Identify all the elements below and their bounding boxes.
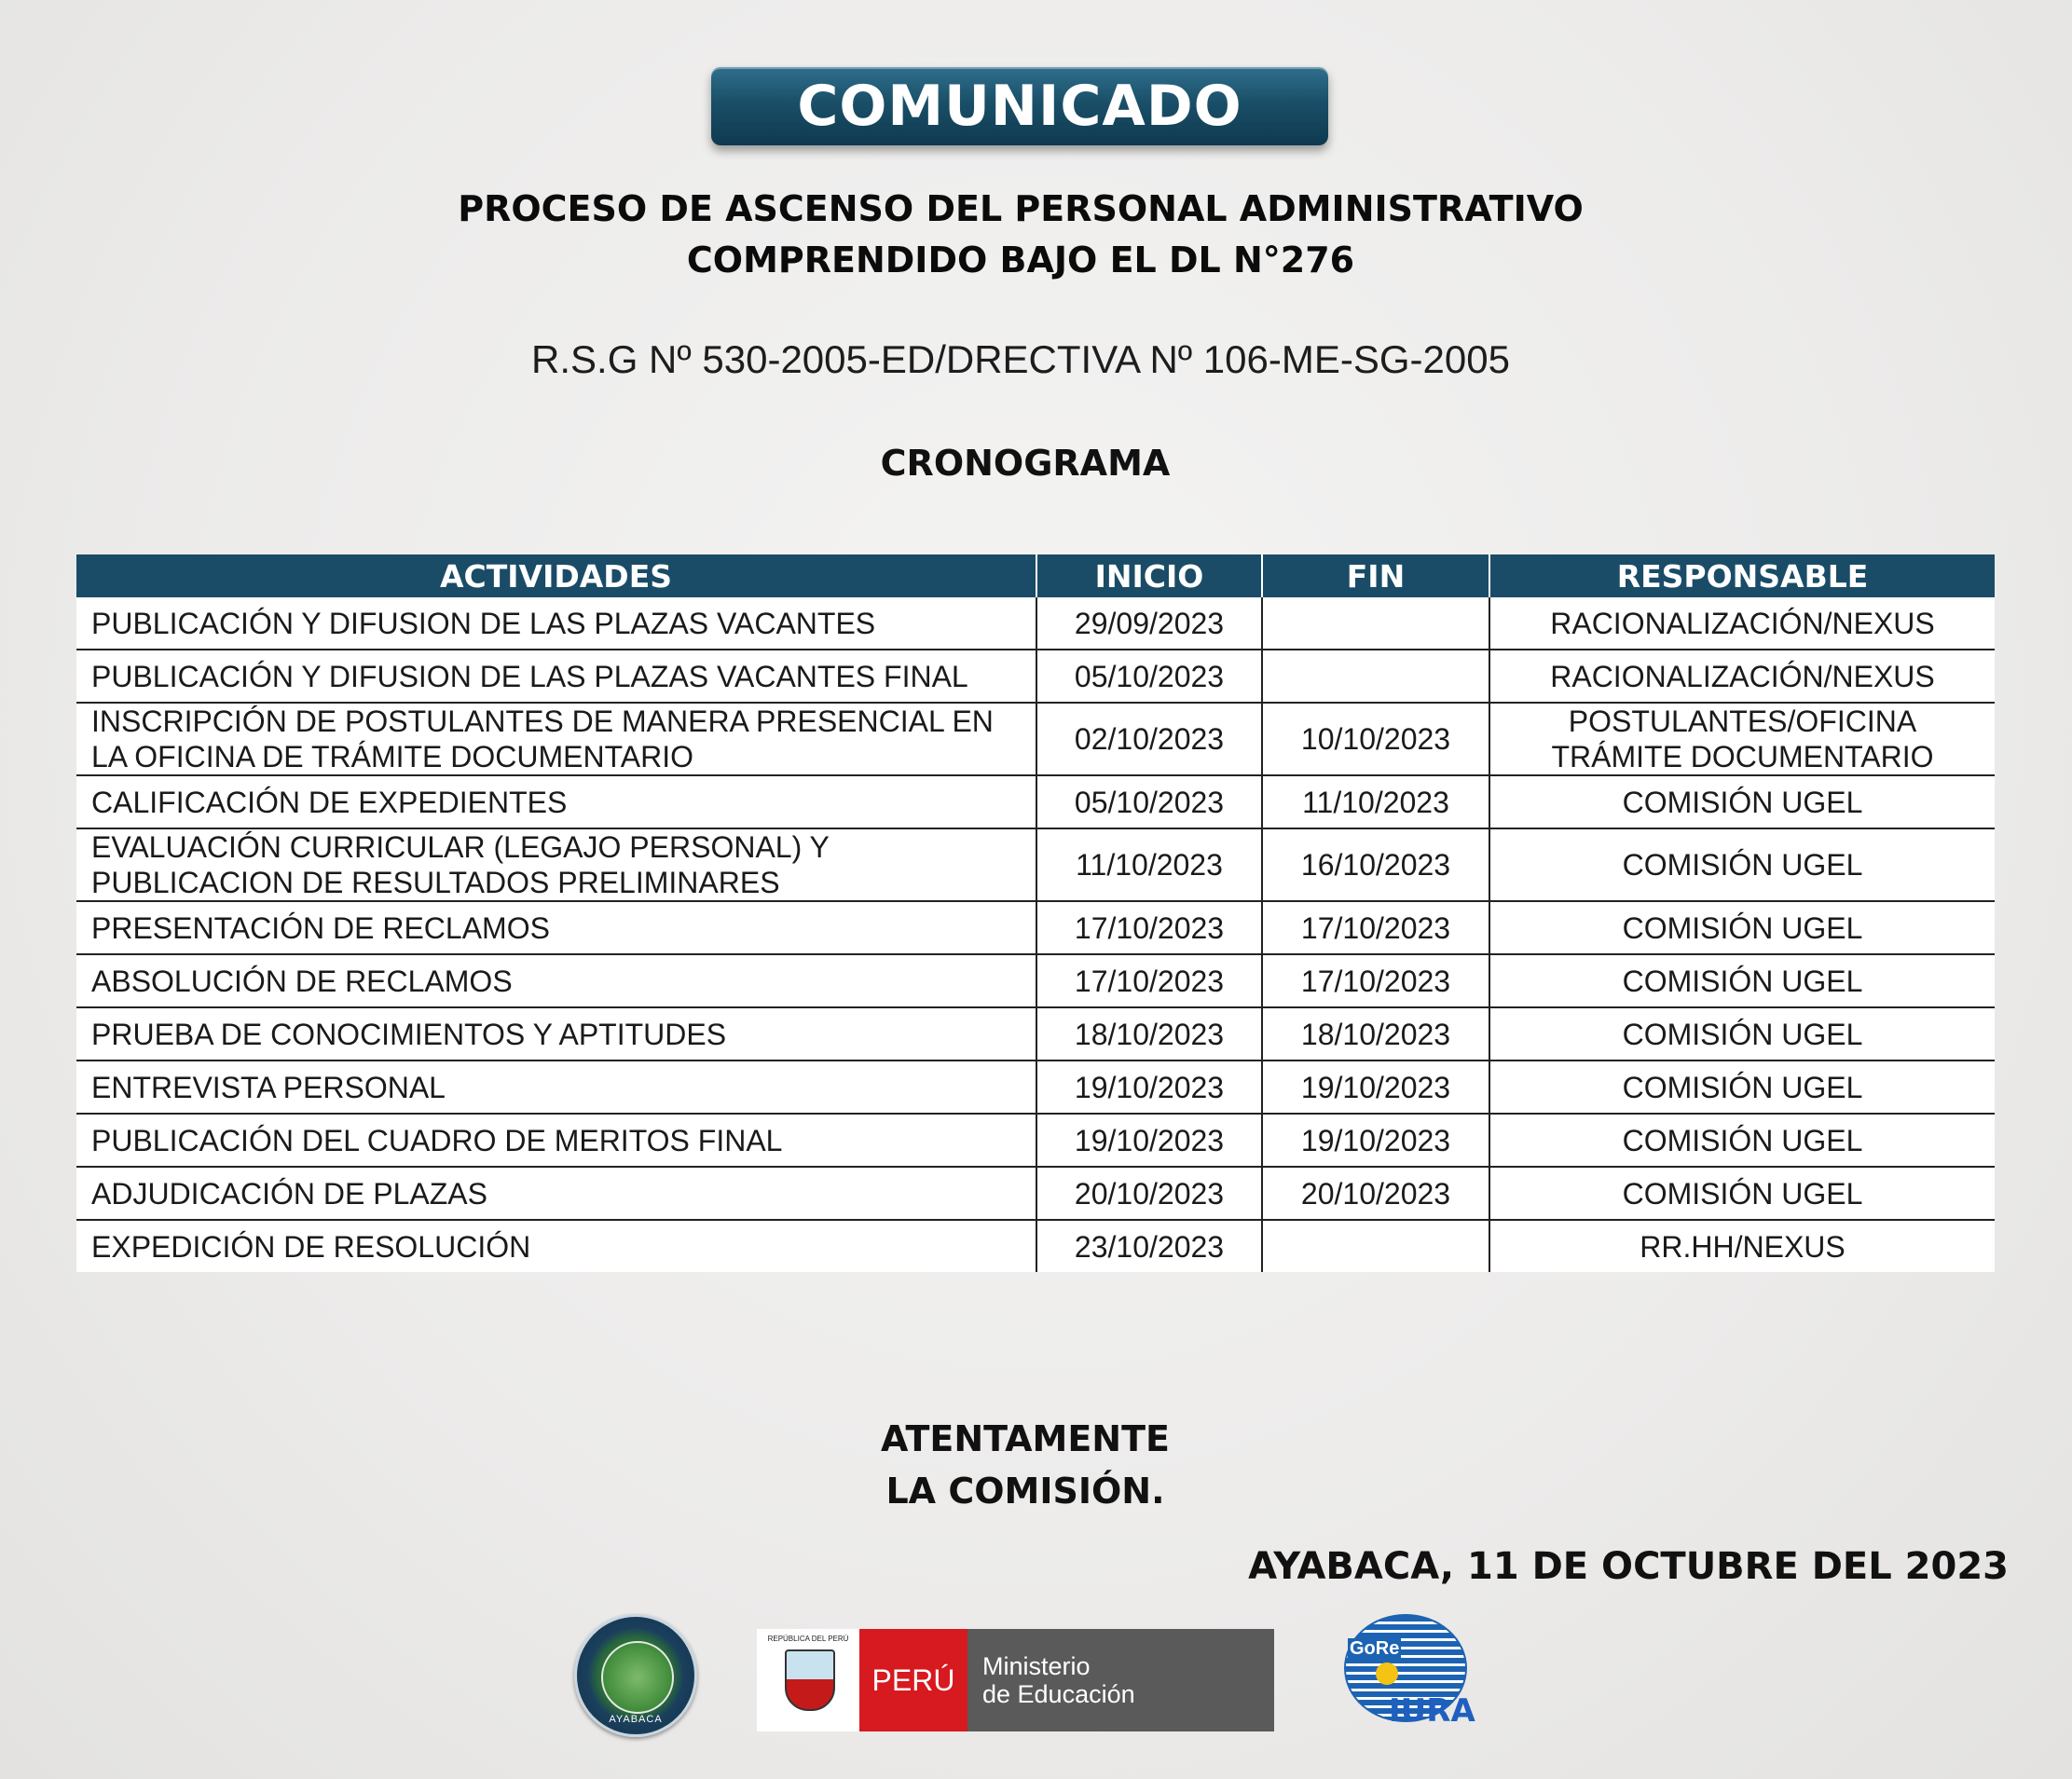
ugel-seal-logo — [574, 1614, 697, 1737]
table-row — [76, 1114, 1995, 1167]
peru-label: PERÚ — [859, 1629, 967, 1731]
table-header-row — [76, 554, 1995, 597]
date-line: AYABACA, 11 DE OCTUBRE DEL 2023 — [1248, 1545, 2009, 1588]
ministry-label — [967, 1629, 1274, 1731]
sun-icon — [1376, 1663, 1398, 1685]
cell-fin: 11/10/2023 — [1262, 775, 1489, 828]
cell-fin: 10/10/2023 — [1262, 703, 1489, 775]
cell-fin — [1262, 650, 1489, 703]
table-row — [76, 1061, 1995, 1114]
closing-line-2: LA COMISIÓN. — [885, 1471, 1165, 1512]
cell-fin: 20/10/2023 — [1262, 1167, 1489, 1220]
cell-actividad: ABSOLUCIÓN DE RECLAMOS — [76, 954, 1036, 1007]
cell-responsable: RACIONALIZACIÓN/NEXUS — [1489, 650, 1995, 703]
ministry-line-1: Ministerio — [982, 1652, 1091, 1680]
cell-fin: 18/10/2023 — [1262, 1007, 1489, 1061]
table-row — [76, 650, 1995, 703]
cell-responsable: COMISIÓN UGEL — [1489, 775, 1995, 828]
cell-inicio: 19/10/2023 — [1036, 1061, 1262, 1114]
table-row — [76, 1220, 1995, 1272]
cell-responsable: COMISIÓN UGEL — [1489, 1007, 1995, 1061]
heading-line-2: COMPRENDIDO BAJO EL DL N°276 — [686, 239, 1355, 281]
cell-responsable: RR.HH/NEXUS — [1489, 1220, 1995, 1272]
header-fin: FIN — [1262, 554, 1489, 597]
cell-actividad: ADJUDICACIÓN DE PLAZAS — [76, 1167, 1036, 1220]
table-row — [76, 828, 1995, 901]
seal-emblem — [601, 1641, 674, 1714]
table-row — [76, 703, 1995, 775]
crest-caption: REPÚBLICA DEL PERÚ — [767, 1635, 849, 1643]
header-responsable: RESPONSABLE — [1489, 554, 1995, 597]
cell-fin: 19/10/2023 — [1262, 1114, 1489, 1167]
section-title: CRONOGRAMA — [880, 443, 1171, 484]
gore-big-text: IURA — [1389, 1692, 1475, 1730]
table-row — [76, 597, 1995, 650]
cell-fin: 19/10/2023 — [1262, 1061, 1489, 1114]
cell-inicio: 05/10/2023 — [1036, 650, 1262, 703]
cell-responsable: COMISIÓN UGEL — [1489, 1167, 1995, 1220]
cell-fin — [1262, 1220, 1489, 1272]
gore-piura-logo — [1340, 1610, 1508, 1731]
heading-line-1: PROCESO DE ASCENSO DEL PERSONAL ADMINISTRATIVO — [458, 188, 1584, 229]
cell-inicio: 17/10/2023 — [1036, 954, 1262, 1007]
table-row — [76, 954, 1995, 1007]
minedu-logo — [757, 1629, 1274, 1731]
cell-inicio: 29/09/2023 — [1036, 597, 1262, 650]
cell-actividad: PRESENTACIÓN DE RECLAMOS — [76, 901, 1036, 954]
cell-actividad: EXPEDICIÓN DE RESOLUCIÓN — [76, 1220, 1036, 1272]
peru-coat-of-arms-icon — [757, 1629, 859, 1731]
cell-responsable: COMISIÓN UGEL — [1489, 1114, 1995, 1167]
closing-line-1: ATENTAMENTE — [881, 1418, 1170, 1459]
cell-actividad: INSCRIPCIÓN DE POSTULANTES DE MANERA PRESENCIAL EN LA OFICINA DE TRÁMITE DOCUMENTARIO — [76, 703, 1036, 775]
cell-fin: 16/10/2023 — [1262, 828, 1489, 901]
cell-fin — [1262, 597, 1489, 650]
cell-responsable: COMISIÓN UGEL — [1489, 828, 1995, 901]
cell-actividad: ENTREVISTA PERSONAL — [76, 1061, 1036, 1114]
coat-shield — [785, 1649, 835, 1711]
banner-label: COMUNICADO — [797, 74, 1242, 139]
cell-actividad: PRUEBA DE CONOCIMIENTOS Y APTITUDES — [76, 1007, 1036, 1061]
comunicado-banner — [711, 67, 1328, 145]
ministry-line-2: de Educación — [982, 1680, 1135, 1708]
seal-text: AYABACA — [609, 1714, 663, 1725]
cell-fin: 17/10/2023 — [1262, 954, 1489, 1007]
cell-responsable: COMISIÓN UGEL — [1489, 1061, 1995, 1114]
gore-small-text: GoRe — [1350, 1638, 1400, 1659]
cell-actividad: PUBLICACIÓN DEL CUADRO DE MERITOS FINAL — [76, 1114, 1036, 1167]
cell-inicio: 11/10/2023 — [1036, 828, 1262, 901]
table-row — [76, 901, 1995, 954]
cell-inicio: 02/10/2023 — [1036, 703, 1262, 775]
cell-fin: 17/10/2023 — [1262, 901, 1489, 954]
cell-responsable: POSTULANTES/OFICINA TRÁMITE DOCUMENTARIO — [1489, 703, 1995, 775]
cell-inicio: 19/10/2023 — [1036, 1114, 1262, 1167]
header-inicio: INICIO — [1036, 554, 1262, 597]
header-actividades: ACTIVIDADES — [76, 554, 1036, 597]
table-row — [76, 1007, 1995, 1061]
cell-responsable: COMISIÓN UGEL — [1489, 954, 1995, 1007]
resolution-reference: R.S.G Nº 530-2005-ED/DRECTIVA Nº 106-ME-SG-2005 — [531, 337, 1510, 381]
cell-actividad: EVALUACIÓN CURRICULAR (LEGAJO PERSONAL) Y PUBLICACION DE RESULTADOS PRELIMINARES — [76, 828, 1036, 901]
cell-inicio: 05/10/2023 — [1036, 775, 1262, 828]
cell-inicio: 18/10/2023 — [1036, 1007, 1262, 1061]
cell-inicio: 17/10/2023 — [1036, 901, 1262, 954]
cell-responsable: RACIONALIZACIÓN/NEXUS — [1489, 597, 1995, 650]
table-row — [76, 775, 1995, 828]
table-row — [76, 1167, 1995, 1220]
cell-actividad: CALIFICACIÓN DE EXPEDIENTES — [76, 775, 1036, 828]
cell-actividad: PUBLICACIÓN Y DIFUSION DE LAS PLAZAS VACANTES — [76, 597, 1036, 650]
cell-actividad: PUBLICACIÓN Y DIFUSION DE LAS PLAZAS VACANTES FINAL — [76, 650, 1036, 703]
cell-inicio: 23/10/2023 — [1036, 1220, 1262, 1272]
schedule-table — [76, 554, 1995, 1272]
cell-inicio: 20/10/2023 — [1036, 1167, 1262, 1220]
cell-responsable: COMISIÓN UGEL — [1489, 901, 1995, 954]
